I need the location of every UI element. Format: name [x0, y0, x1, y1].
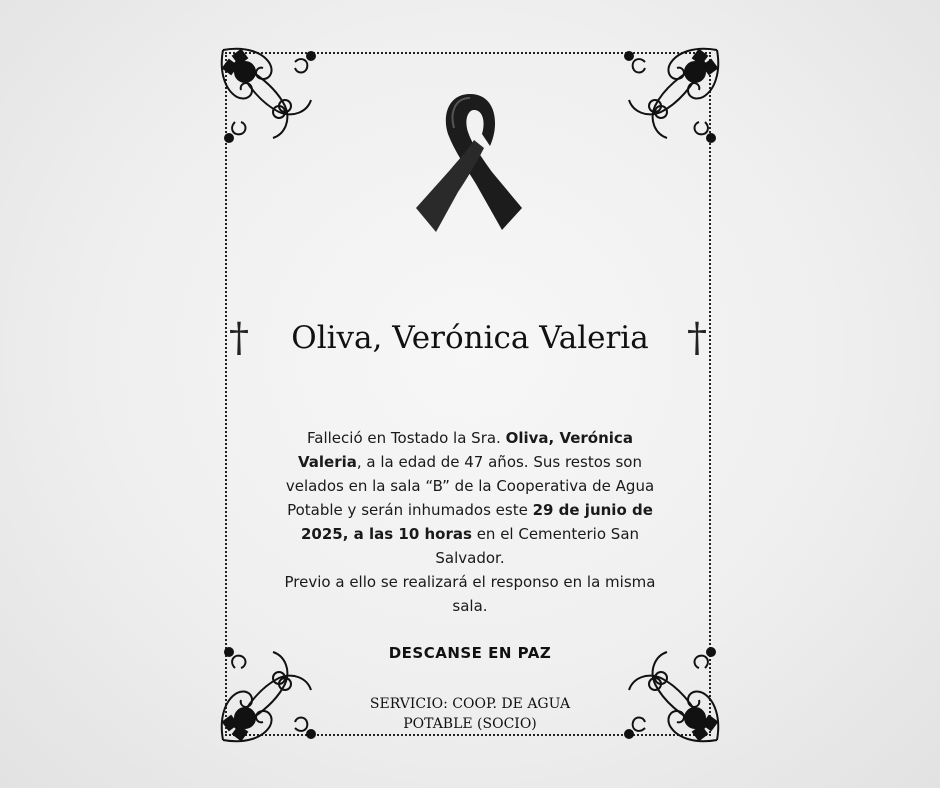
rest-in-peace: DESCANSE EN PAZ [388, 644, 552, 662]
ornament-corner-top-left [215, 42, 325, 152]
obituary-text-part: Falleció en Tostado la Sra. [307, 429, 506, 447]
obituary-text-part: en el Cementerio San Salvador. [435, 525, 640, 567]
service-line: POTABLE (SOCIO) [403, 716, 537, 732]
service-line: SERVICIO: COOP. DE AGUA [369, 696, 571, 712]
service-credit [320, 694, 620, 734]
obituary-bold-date: 29 de junio de 2025, a las 10 horas [300, 501, 653, 543]
obituary-text [280, 426, 660, 618]
deceased-name: Oliva, Verónica Valeria [291, 320, 649, 356]
obituary-bold-name: Oliva, Verónica Valeria [298, 429, 633, 471]
ornament-corner-top-right [615, 42, 725, 152]
cross-icon: † [229, 315, 249, 361]
obituary-text-part: , a la edad de 47 años. Sus restos son velados en la sala “B” de la Cooperativa de Agua Potable y serán inhumados este [285, 453, 655, 519]
cross-icon: † [687, 315, 707, 361]
mourning-ribbon-icon [410, 88, 530, 236]
responso-text: Previo a ello se realizará el responso en la misma sala. [284, 573, 656, 615]
